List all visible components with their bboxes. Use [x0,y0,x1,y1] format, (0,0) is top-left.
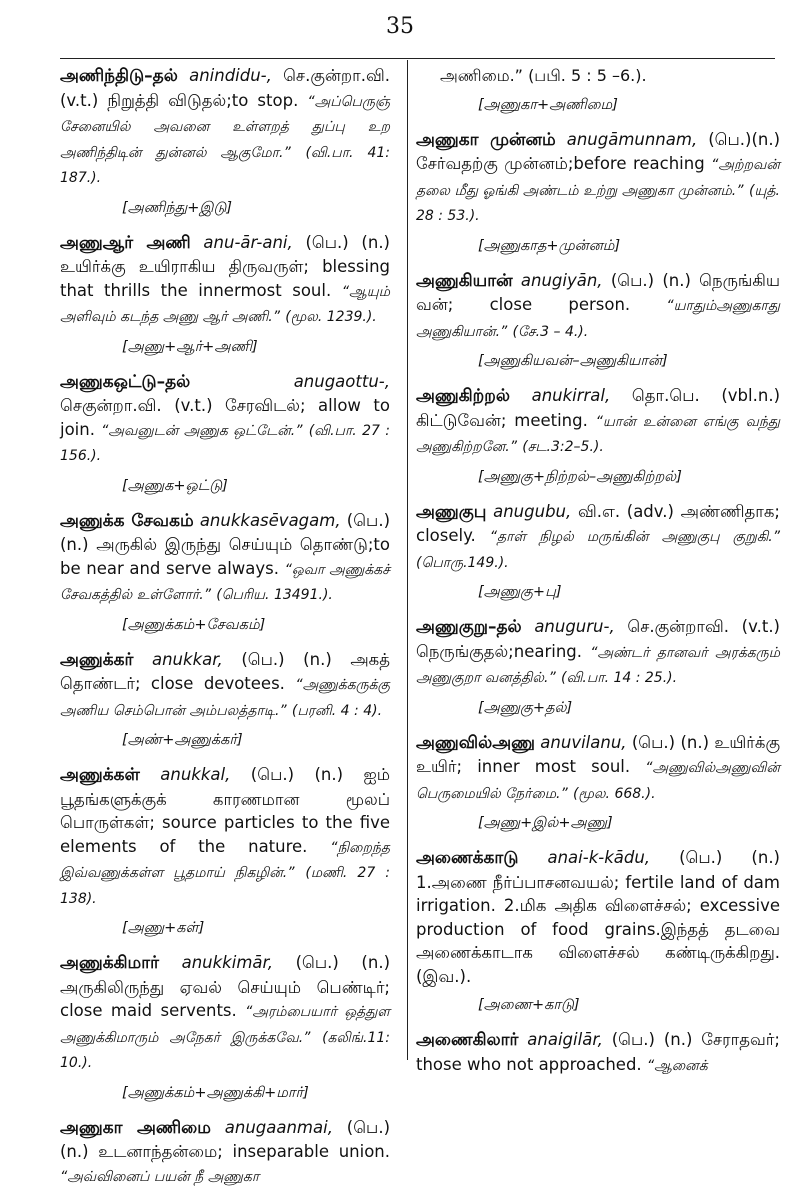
entry-transliteration: anukkimār, [181,953,274,972]
entry-transliteration: anukkar, [151,649,223,669]
entry-source: (வி.பா. 14 : 25.). [561,670,678,686]
entry-headword: அணுஆர் அணி [60,232,191,253]
entry-quote: “ஆனைக் [646,1057,708,1074]
entry-gloss: (பெ.) [346,1117,391,1137]
entry-gloss: (v.t.) சேரவிடல்; allow to join. [60,396,390,439]
entry-etymology: [அணுகியவன்–அணுகியான்] [478,353,668,369]
dictionary-entry [60,64,390,191]
entry-gloss: (பெ.) (n.) சேராதவர்; [611,1030,780,1049]
entry-quote: “அவனுடன் அணுக ஒட்டேன்.” [101,422,303,439]
entry-headword: அணுக்கர் [60,649,134,670]
entry-gloss: பூதங்களுக்குக் காரணமான மூலப் பொருள்கள்; source particles to the five elements of the nature. [60,789,390,856]
entry-gloss: செ.குன்றாவி. (v.t.) [627,617,780,636]
entry-headword: அணிந்திடு–தல் [60,66,178,86]
entry-etymology: [அணுகாத+முன்னம்] [478,237,621,254]
entry-etymology: [அணிந்து+இடு] [122,199,233,216]
dictionary-entry [416,1028,780,1078]
entry-source: (பெரிய. 13491.). [216,587,333,603]
entry-quote: “அப்பெருஞ் சேனையில் அவனை உள்ளறத் துப்பு உற அணிந்திடின் துன்னல் ஆகுமோ.” [60,93,390,161]
entry-gloss: closely. [416,526,476,545]
entry-quote: “ஒவா அணுக்கச் சேவகத்தில் உள்ளோர்.” [60,561,390,603]
dictionary-entry [60,951,390,1076]
entry-source: (சட.3:2–5.). [522,439,604,455]
entry-gloss: (பெ.) (n.) [305,232,390,252]
entry-etymology: [அணுகா+அணிமை] [478,96,618,113]
entry-gloss: (பெ.) (n.) நெருங்கிய [610,270,780,290]
entry-etymology: [அண்+அணுக்கர்] [122,732,243,748]
dictionary-entry [416,128,780,229]
continued-entry [416,64,780,88]
entry-quote: “அண்டர் தானவர் அரக்கரும் அணுகுறா வனத்தில்.” [416,644,780,686]
entry-headword: அணுக்க சேவகம் [60,510,194,531]
entry-gloss: (பெ.) (n.) ஐம் [250,765,390,784]
entry-etymology: [அணு+இல்+அணு] [478,815,613,831]
entry-headword: அணுகஒட்டு–தல் [60,371,191,392]
entry-headword: அணுகா அணிமை [60,1117,211,1138]
entry-gloss: (v.t.) நிறுத்தி விடுதல்;to stop. [60,90,299,110]
entry-transliteration: anugubu, [493,501,572,521]
entry-gloss: (பெ.) (n.) உயிர்க்கு [631,732,781,752]
entry-source: (யுத். 28 : 53.). [416,182,780,224]
entry-quote: “தாள் நிழல் மருங்கின் அணுகுபு குறுகி.” [489,529,781,545]
column-divider [407,60,408,1060]
entry-source: (வி.பா. 27 : 156.). [60,422,391,464]
entry-transliteration: anuguru-, [534,617,615,636]
entry-transliteration: anugāmunnam, [566,129,698,149]
entry-quote: “அவ்வினைப் பயன் நீ அணுகா [60,1168,260,1185]
page-number: 35 [386,14,414,39]
top-rule [60,58,775,59]
entry-quote: “ஆயும் அளிவும் கடந்த அணு ஆர் அணி.” [60,283,391,325]
entry-gloss: 1.அணை நீர்ப்பாசனவயல்; fertile land of dam irrigation. 2.மிக அதிக விளைச்சல்; excessive production of food grains.இந்தத் தடவை அணைக்காடாக விளைச்சல் கண்டிருக்கிறது.(இவ.). [416,872,780,986]
entry-headword: அணுவில்அணு [416,732,535,753]
dictionary-entry [416,269,780,345]
entry-transliteration: anu-ār-ani, [203,232,293,252]
dictionary-entry [60,370,390,469]
entry-headword: அணுகா முன்னம் [416,129,556,150]
dictionary-entry [60,509,390,608]
entry-transliteration: anugaottu-, [293,371,390,391]
entry-transliteration: anuvilanu, [540,732,627,752]
entry-gloss: உயிர்க்கு உயிராகிய திருவருள்; blessing that thrills the innermost soul. [60,257,390,300]
entry-gloss: தொண்டர்; close devotees. [60,674,285,693]
entry-gloss: உயிர்; inner most soul. [416,757,631,776]
entry-headword: அணுகிற்றல் [416,386,510,406]
entry-gloss: வி.எ. (adv.) அண்ணிதாக; [577,501,780,521]
entry-source: (மணி. 27 : 138). [60,865,390,907]
entry-headword: அணுகியான் [416,270,513,291]
right-entries [416,128,780,1079]
entry-transliteration: anukkal, [160,765,231,784]
entry-gloss: செகுன்றா.வி. [60,396,162,415]
dictionary-entry [60,648,390,724]
entry-gloss: (n.) அருகில் இருந்து செய்யும் தொண்டு;to be near and serve always. [60,535,390,578]
entry-headword: அணுக்கள் [60,765,140,785]
entry-etymology: [அணுக+ஒட்டு] [122,477,228,494]
entry-quote: “அரம்பையார் ஒத்துள அணுக்கிமாரும் அநேகர் இருக்கவே.” [60,1004,391,1046]
entry-gloss: (பெ.) (n.) [679,848,780,867]
entry-etymology: [அணுகு+தல்] [478,699,573,716]
dictionary-entry [416,500,780,576]
entry-gloss: வன்; close person. [416,295,631,314]
entry-gloss: (பெ.) (n.) அகத் [241,649,390,669]
entry-quote: “யான் உன்னை எங்கு வந்து அணுகிற்றனே.” [416,413,781,455]
entry-quote: “அற்றவன் தலை மீது ஓங்கி அண்டம் உற்று அணுகா முன்னம்.” [416,157,780,199]
left-column [60,64,390,1195]
entry-source: (கலிங்.11: 10.). [60,1029,390,1071]
entry-source: (மூல. 1239.). [285,309,377,325]
entry-etymology: [அணுக்கம்+அணுக்கி+மார்] [122,1084,309,1101]
dictionary-entry [416,731,780,807]
entry-etymology: [அணுக்கம்+சேவகம்] [122,616,266,633]
entry-source: (சே.3 – 4.). [512,323,589,340]
entry-source: (மூல. 668.). [572,785,656,802]
entry-transliteration: anukkasēvagam, [199,510,341,530]
entry-transliteration: anindidu-, [189,66,272,85]
entry-gloss: கிட்டுவேன்; meeting. [416,410,588,430]
entry-gloss: (பெ.)(n.) [708,129,781,149]
entry-transliteration: anukirral, [531,386,611,405]
right-column [416,64,780,1084]
entry-etymology: [அணு+கள்] [122,920,205,936]
entry-transliteration: anugiyān, [520,270,603,290]
entry-gloss: (பெ.) (n.) [295,953,391,972]
dictionary-entry [416,615,780,691]
entry-etymology: [அணை+காடு] [478,997,580,1013]
entry-transliteration: anai-k-kādu, [547,848,651,867]
entry-gloss: தொ.பெ. (vbl.n.) [631,386,781,405]
entry-gloss: நெருங்குதல்;nearing. [416,641,583,661]
entry-source: (வி.பா. 41: 187.). [60,144,390,186]
entry-gloss: (பெ.) [346,510,391,530]
entry-gloss: (n.) உடனாந்தன்மை; inseparable union. [60,1142,390,1161]
entry-gloss: those who not approached. [416,1054,642,1074]
entry-etymology: [அணுகு+பு] [478,584,562,600]
entry-quote: “யாதும்அணுகாது அணுகியான்.” [416,298,780,340]
entry-source: (பபி. 5 : 5 –6.). [528,66,647,85]
entry-headword: அணுக்கிமார் [60,953,159,973]
entry-headword: அணைகிலார் [416,1030,519,1050]
entry-source: (பொரு.149.). [416,554,509,571]
entry-transliteration: anaigilār, [527,1030,603,1049]
entry-headword: அணுகுபு [416,501,487,522]
entry-gloss: அருகிலிருந்து ஏவல் செய்யும் பெண்டிர்; close maid servents. [60,977,390,1020]
dictionary-entry [416,846,780,988]
entry-transliteration: anugaanmai, [224,1117,333,1137]
entry-etymology: [அணு+ஆர்+அணி] [122,338,258,355]
entry-quote: அணிமை.” [440,66,523,85]
entry-quote: “அணுக்கருக்கு அணிய செம்பொன் அம்பலத்தாடி.” [60,677,390,719]
dictionary-entry [60,763,390,911]
entry-source: (பரனி. 4 : 4). [291,702,383,719]
entry-quote: “அணுவில்அணுவின் பெருமையில் நேர்மை.” [416,760,780,802]
dictionary-entry [60,1116,390,1190]
entry-headword: அணுகுறு–தல் [416,617,522,637]
dictionary-entry [60,231,390,330]
entry-etymology: [அணுகு+நிற்றல்–அணுகிற்றல்] [478,468,682,485]
entry-gloss: சேர்வதற்கு முன்னம்;before reaching [416,154,705,173]
entry-quote: “நிறைந்த இவ்வணுக்கள்ள பூதமாய் நிகழின்.” [60,839,391,881]
dictionary-entry [416,384,780,460]
entry-headword: அணைக்காடு [416,848,519,868]
entry-gloss: செ.குன்றா.வி. [283,66,390,85]
